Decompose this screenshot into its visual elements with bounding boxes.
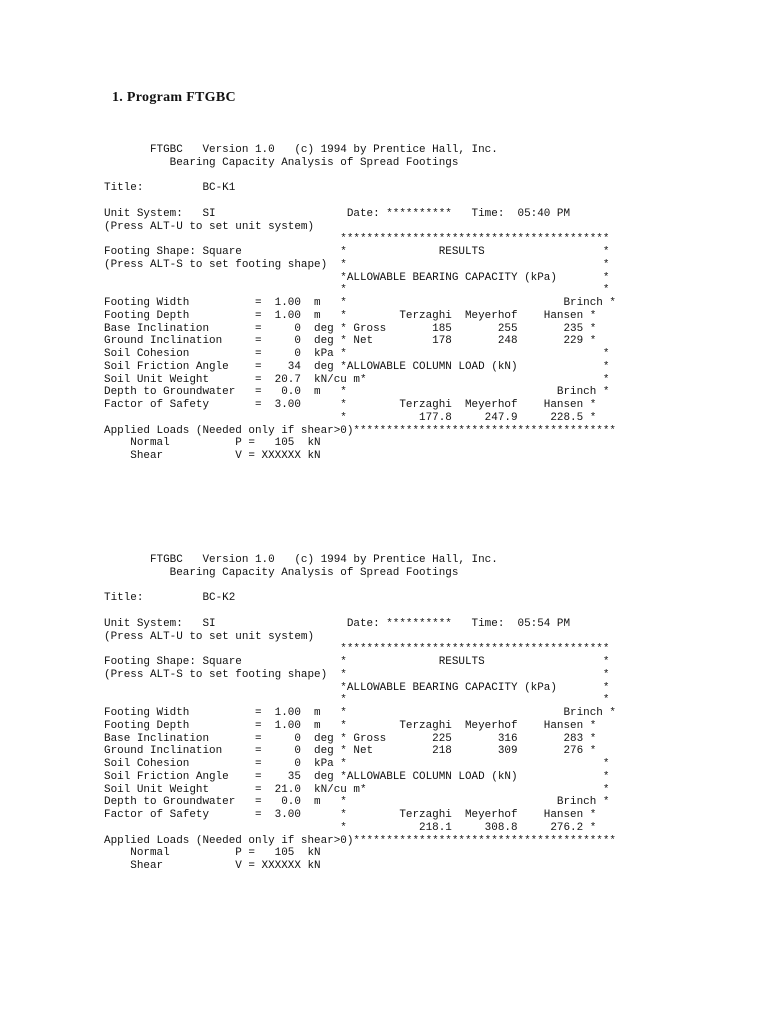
soil-friction-angle-line: Soil Friction Angle = 34 deg *ALLOWABLE COLUMN LOAD (kN) *	[104, 360, 610, 373]
header-version-line: FTGBC Version 1.0 (c) 1994 by Prentice Hall, Inc.	[104, 144, 498, 156]
unit-system-hint-line: (Press ALT-U to set unit system)	[104, 630, 315, 643]
shear-load-line: Shear V = XXXXXX kN	[104, 860, 321, 872]
blank-line	[104, 170, 616, 183]
depth-to-groundwater-line: Depth to Groundwater = 0.0 m * Brinch *	[104, 796, 610, 809]
footing-shape-hint-line: (Press ALT-S to set footing shape) * *	[104, 258, 610, 271]
unit-system-hint-line: (Press ALT-U to set unit system)	[104, 220, 315, 233]
program-output-bc-k1	[104, 144, 616, 463]
footing-width-line: Footing Width = 1.00 m * Brinch *	[104, 297, 616, 309]
shear-load-line: Shear V = XXXXXX kN	[104, 450, 321, 462]
depth-to-groundwater-line: Depth to Groundwater = 0.0 m * Brinch *	[104, 386, 610, 399]
base-inclination-line: Base Inclination = 0 deg * Gross 225 316 283 *	[104, 732, 597, 745]
factor-of-safety-line: Factor of Safety = 3.00 * Terzaghi Meyerhof Hansen *	[104, 809, 597, 821]
header-version-line: FTGBC Version 1.0 (c) 1994 by Prentice Hall, Inc.	[104, 554, 498, 566]
soil-unit-weight-line: Soil Unit Weight = 20.7 kN/cu m* *	[104, 373, 610, 386]
bearing-capacity-heading-line: *ALLOWABLE BEARING CAPACITY (kPa) *	[104, 681, 610, 694]
normal-load-line: Normal P = 105 kN	[104, 847, 321, 860]
soil-unit-weight-line: Soil Unit Weight = 21.0 kN/cu m* *	[104, 783, 610, 796]
results-border-top: *****************************************	[104, 233, 610, 246]
program-output-bc-k2	[104, 554, 616, 873]
header-subtitle-line: Bearing Capacity Analysis of Spread Footings	[104, 566, 459, 579]
unit-system-line: Unit System: SI Date: ********** Time: 05:40 PM	[104, 207, 571, 220]
blank-line	[104, 195, 616, 208]
header-subtitle-line: Bearing Capacity Analysis of Spread Footings	[104, 156, 459, 169]
title-line: Title: BC-K1	[104, 182, 236, 195]
footing-depth-line: Footing Depth = 1.00 m * Terzaghi Meyerhof Hansen *	[104, 309, 597, 322]
footing-depth-line: Footing Depth = 1.00 m * Terzaghi Meyerhof Hansen *	[104, 719, 597, 732]
normal-load-line: Normal P = 105 kN	[104, 437, 321, 450]
footing-shape-hint-line: (Press ALT-S to set footing shape) * *	[104, 668, 610, 681]
results-border-top: *****************************************	[104, 643, 610, 656]
base-inclination-line: Base Inclination = 0 deg * Gross 185 255 235 *	[104, 322, 597, 335]
column-load-values-line: * 177.8 247.9 228.5 *	[104, 411, 597, 424]
soil-cohesion-line: Soil Cohesion = 0 kPa * *	[104, 348, 610, 360]
results-spacer-line: * *	[104, 284, 610, 297]
ground-inclination-line: Ground Inclination = 0 deg * Net 218 309 276 *	[104, 745, 597, 758]
ground-inclination-line: Ground Inclination = 0 deg * Net 178 248 229 *	[104, 335, 597, 348]
blank-line	[104, 580, 616, 593]
factor-of-safety-line: Factor of Safety = 3.00 * Terzaghi Meyerhof Hansen *	[104, 399, 597, 411]
applied-loads-line: Applied Loads (Needed only if shear>0)****************************************	[104, 834, 616, 847]
soil-cohesion-line: Soil Cohesion = 0 kPa * *	[104, 758, 610, 770]
footing-shape-line: Footing Shape: Square * RESULTS *	[104, 246, 610, 258]
footing-shape-line: Footing Shape: Square * RESULTS *	[104, 656, 610, 668]
blank-line	[104, 605, 616, 618]
applied-loads-line: Applied Loads (Needed only if shear>0)****************************************	[104, 424, 616, 437]
section-heading: 1. Program FTGBC	[112, 90, 236, 105]
soil-friction-angle-line: Soil Friction Angle = 35 deg *ALLOWABLE COLUMN LOAD (kN) *	[104, 770, 610, 783]
results-spacer-line: * *	[104, 694, 610, 707]
footing-width-line: Footing Width = 1.00 m * Brinch *	[104, 707, 616, 719]
unit-system-line: Unit System: SI Date: ********** Time: 05:54 PM	[104, 617, 571, 630]
title-line: Title: BC-K2	[104, 592, 236, 605]
column-load-values-line: * 218.1 308.8 276.2 *	[104, 821, 597, 834]
bearing-capacity-heading-line: *ALLOWABLE BEARING CAPACITY (kPa) *	[104, 271, 610, 284]
